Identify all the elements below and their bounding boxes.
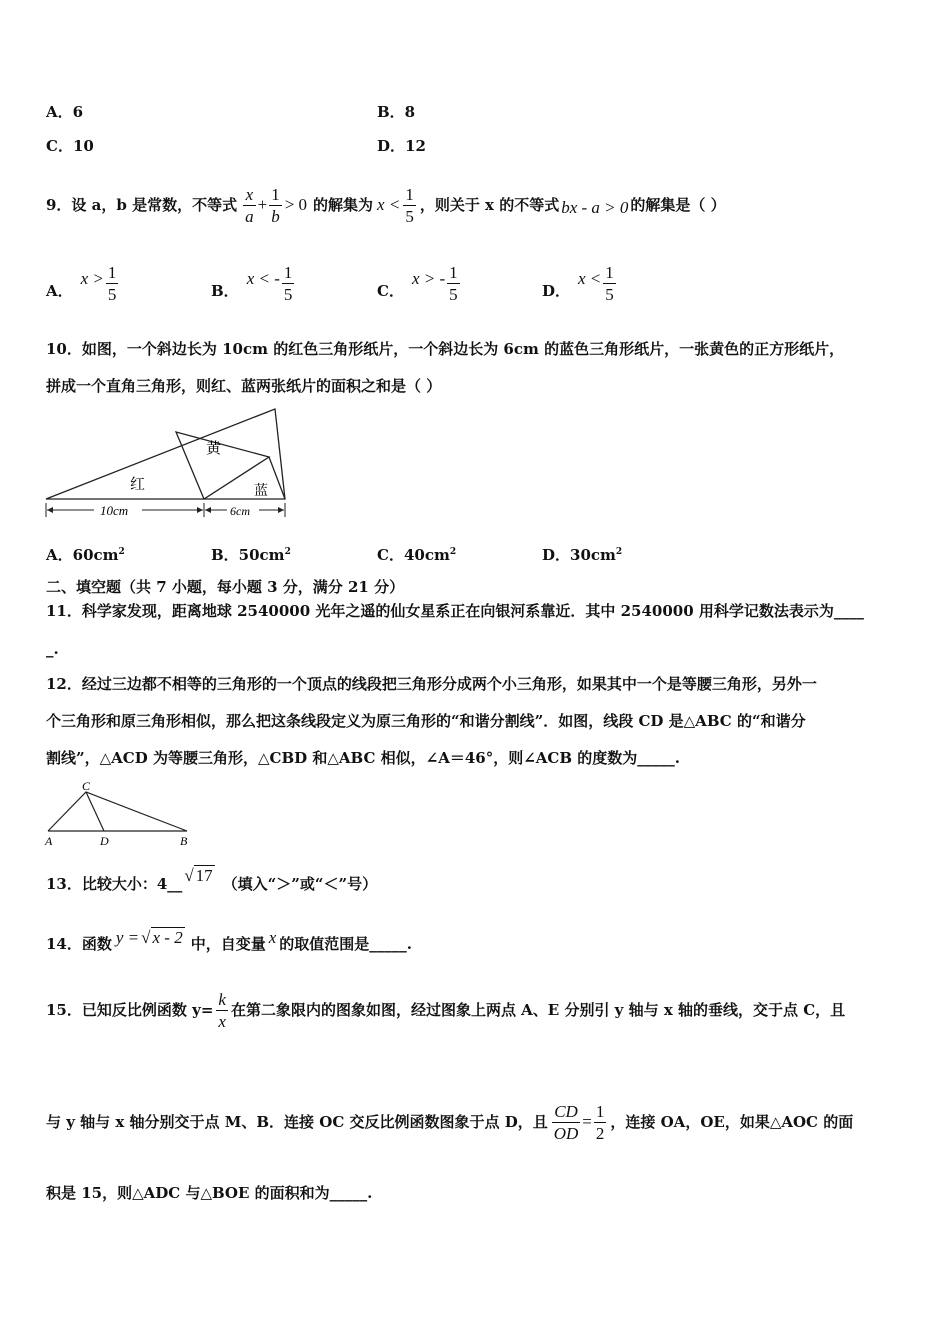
- q13-prefix: 13．比较大小：4__: [46, 875, 183, 893]
- q9-option-d: D． x < $\frac{1}{5}$: [542, 262, 614, 304]
- q10-option-d: D．$30cm^2$: [542, 546, 623, 564]
- q10-option-c: C．$40cm^2$: [377, 546, 457, 564]
- q15-k-over-x: $\frac{k}{x}$: [218, 989, 226, 1031]
- q12-figure: [42, 778, 202, 850]
- q15-prefix: 15．已知反比例函数 y=: [46, 1001, 214, 1019]
- q15-line2-prefix: 与 y 轴与 x 轴分别交于点 M、B．连接 OC 交反比例函数图象于点 D，且: [46, 1113, 548, 1131]
- section-2-heading: 二、填空题（共 7 小题，每小题 3 分，满分 21 分）: [46, 578, 405, 596]
- q15-line-1: [46, 982, 845, 1038]
- q12-line-2: 个三角形和原三角形相似，那么把这条线段定义为原三角形的“和谐分割线”．如图，线段 CD 是△ABC 的“和谐分: [46, 712, 806, 730]
- q9-solution: x < $\frac{1}{5}$: [377, 184, 414, 226]
- vertex-b: B: [180, 834, 188, 848]
- q8-option-d: D．12: [377, 137, 426, 155]
- q14-suffix: 的取值范围是_____.: [279, 935, 413, 953]
- vertex-c: C: [82, 779, 91, 793]
- q9-inequality-1: $\frac{x}{a}$ + $\frac{1}{b}$ > 0: [245, 184, 308, 226]
- q15-line-3: 积是 15，则△ADC 与△BOE 的面积和为_____.: [46, 1184, 373, 1202]
- q10-option-a: A．$60cm^2$: [46, 546, 125, 564]
- q8-option-a: A．6: [46, 103, 84, 121]
- q9-mid2: ，则关于 x 的不等式: [419, 196, 560, 214]
- q9-option-a: A． x > $\frac{1}{5}$: [46, 262, 117, 304]
- q14-lhs: y =: [115, 928, 140, 947]
- q14: [46, 926, 412, 960]
- q10-figure: [42, 405, 292, 520]
- q11-line-1: 11．科学家发现，距离地球 2540000 光年之遥的仙女星系正在向银河系靠近．其中 2540000 用科学记数法表示为____: [46, 602, 864, 620]
- q14-mid: 中，自变量: [190, 935, 266, 953]
- q15-line1-rest: 在第二象限内的图象如图，经过图象上两点 A、E 分别引 y 轴与 x 轴的垂线，交于点 C，且: [230, 1001, 846, 1019]
- q10-option-b: B．$50cm^2$: [211, 546, 291, 564]
- q9-mid: 的解集为: [313, 196, 374, 214]
- q14-prefix: 14．函数: [46, 935, 112, 953]
- q8-option-b: B．8: [377, 103, 416, 121]
- q9-inequality-2: bx - a > 0: [561, 198, 629, 217]
- label-red: 红: [130, 477, 146, 493]
- q9-option-c: C． x > - $\frac{1}{5}$: [377, 262, 458, 304]
- q13-suffix: （填入“＞”或“＜”号）: [222, 875, 378, 893]
- q14-var: x: [268, 928, 277, 947]
- label-blue: 蓝: [254, 484, 268, 499]
- q8-option-c: C．10: [46, 137, 94, 155]
- q11-line-2: _.: [46, 640, 59, 658]
- triangle-abc: [48, 792, 187, 831]
- q10-line-2: 拼成一个直角三角形，则红、蓝两张纸片的面积之和是（ ）: [46, 377, 442, 395]
- q10-line-1: 10．如图，一个斜边长为 10cm 的红色三角形纸片，一个斜边长为 6cm 的蓝色三角形纸片，一张黄色的正方形纸片，: [46, 340, 845, 358]
- label-yellow: 黄: [206, 441, 222, 457]
- q15-line2-rest: ，连接 OA，OE，如果△AOC 的面: [610, 1113, 854, 1131]
- vertex-a: A: [45, 834, 53, 848]
- q9-prefix: 9．设 a，b 是常数，不等式: [46, 196, 238, 214]
- q9-option-b: B． x < - $\frac{1}{5}$: [211, 262, 293, 304]
- big-triangle: [46, 409, 285, 499]
- length-label-10cm: 10cm: [100, 503, 129, 518]
- vertex-d: D: [100, 834, 109, 848]
- q13-sqrt: √ 17: [184, 866, 213, 885]
- q13: [46, 866, 377, 902]
- q9-suffix: 的解集是（ ）: [630, 196, 726, 214]
- q9-stem: [46, 176, 726, 234]
- q12-line-3: 割线”，△ACD 为等腰三角形，△CBD 和△ABC 相似，∠A＝46°，则∠ACB 的度数为_____.: [46, 749, 680, 767]
- q15-line-2: [46, 1096, 853, 1148]
- q12-line-1: 12．经过三边都不相等的三角形的一个顶点的线段把三角形分成两个小三角形，如果其中一个是等腰三角形，另外一: [46, 675, 817, 693]
- length-label-6cm: 6cm: [230, 504, 250, 518]
- q15-ratio: $\frac{CD}{OD}$ = $\frac{1}{2}$: [553, 1101, 605, 1143]
- q14-sqrt: √ x - 2: [141, 928, 183, 947]
